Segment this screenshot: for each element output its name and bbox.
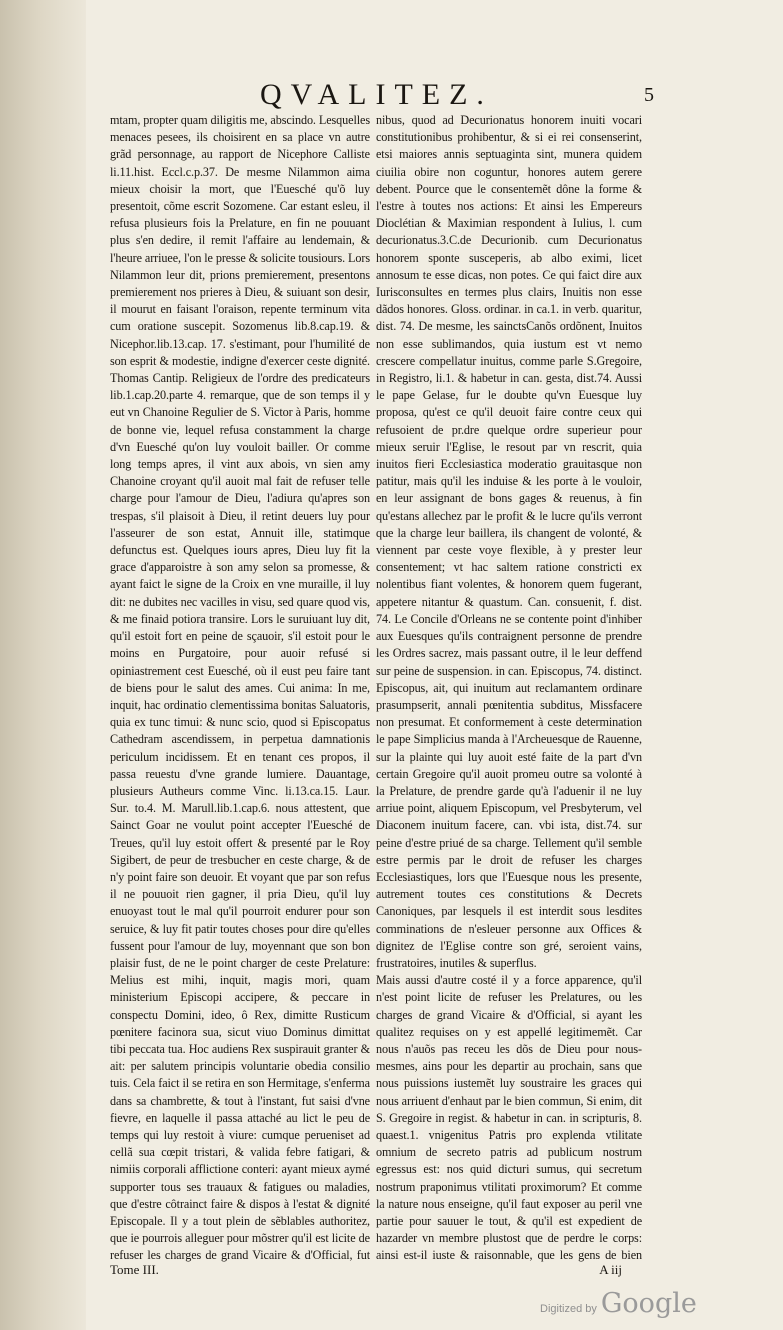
page-footer [110, 1262, 642, 1284]
text-column-right [376, 112, 642, 1262]
paragraph: nibus, quod ad Decurionatus honorem inuiti vocari constitutionibus prohibentur, & si ei rei consenserint, etsi maiores annis septuaginta sint, munera quidem ciuilia obire non coguntur, honores autem gerere debent. Pource que le consentemẽt dône la forme & l'estre à toutes nos actions: Et ainsi les Empereurs Dioclétian & Maximian respondent à Iulius, l. cum decurionatus.3.C.de Decurionib. cum Decurionatus honorem sponte susceperis, ab albo eximi, licet annosum te esse dicas, non potes. Ce qui faict dire aux Iurisconsultes en termes plus clairs, Inuitis non esse dãdos honores. Gloss. ordinar. in ca.1. in verb. quaritur, dist. 74. De mesme, les sainctsCanõs ordõnent, Inuitos non esse sublimandos, quia iustum est vt nemo crescere compellatur inuitus, comme parle S.Gregoire, in Registro, li.1. & habetur in can. gesta, dist.74. Aussi le pape Gelase, fur le doubte qu'vn Euesque luy proposa, qu'est ce qu'il deuoit faire contre ceux qui refusoient de pr.dre quelque ordre superieur pour mieux seruir l'Eglise, le resout par vn rescrit, quia inuitos fieri Ecclesiastica moderatio grauitasque non patitur, mais qu'il les induise & les porte à le vouloir, en leur assignant de bons gages & reuenus, à fin qu'estans allechez par le profit & le lucre qu'ils verront que la charge leur baillera, ils changent de volonté, & viennent par ceste voye flexible, à y prester leur consentement; vt hac saltem ratione constricti ex nolentibus fiant volentes, & honorem quem fugerant, appetere nitantur & quastum. Can. consuenit, f. dist. 74. Le Concile d'Orleans ne se contente point d'inhiber aux Euesques qu'ils contraignent personne de prendre les Ordres sacrez, mais passant outre, il le leur deffend sur peine de suspension. in can. Episcopus, 74. distinct. Episcopus, ait, qui inuitum aut reclamantem ordinare prasumpserit, annali pœnitentia subditus, Missfacere non presumat. Et conformement à ceste determination le pape Simplicius manda à l'Archeuesque de Rauenne, sur la plainte qui luy auoit esté faite de la part d'vn certain Gregoire qu'il auoit promeu outre sa volonté à la Prelature, de prendre garde qu'à l'aduenir il ne luy arriue point, aliquem Episcopum, vel Presbyterum, vel Diaconem inuitum facere, can. vbi ista, dist.74. sur peine d'estre priué de sa charge. Tellement qu'il semble estre permis par le droit de refuser les charges Ecclesiastiques, lors que l'Euesque nous les presente, autrement toutes ces constitutions & Decrets Canoniques, par lesquels il est interdit sous lesdites comminations de n'esleuer personne aux Offices & dignitez de l'Eglise contre son gré, seroient vains, frustratoires, inutiles & superflus. [376, 113, 642, 970]
binding-gutter [0, 0, 86, 1330]
paragraph: Mais aussi d'autre costé il y a force apparence, qu'il n'est point licite de refuser les Prelatures, ou les charges de grand Vicaire & d'Official, si ayant les qualitez requises on y est appellé legitimemẽt. Car nous n'auõs pas receu les dõs de Dieu pour nous-mesmes, ains pour les departir au prochain, sans que nous puissions iustemẽt luy soustraire les graces qui nous arriuent d'enhaut par le bien commun, Si enim, dit S. Gregoire in regist. & habetur in can. in scripturis, 8. quaest.1. vnigenitus Patris pro explenda vtilitate omnium de secreto patris ad publicum nostrum egressus est: nos quid dicturi sumus, qui secretum nostrum praponimus vtilitati proximorum? Et comme la nature nous enseigne, qu'il faut exposer au peril vne partie pour sauuer le tout, & qu'il est expedient de hazarder vn membre plustost que de perdre le corps: ainsi est-il iuste & raisonnable, que les gens de bien [376, 973, 642, 1262]
running-title: QVALITEZ. [260, 78, 493, 111]
signature-mark: A iij [599, 1262, 622, 1277]
paragraph: mtam, propter quam diligitis me, abscindo. Lesquelles menaces pesees, ils choisirent en sa place vn autre grãd personnage, au rapport de Nicephore Calliste li.11.hist. Eccl.c.p.37. De mesme Nilammon aima mieux choisir la mort, que l'Euesché qu'õ luy presentoit, cõme escrit Sozomene. Car estant esleu, il refusa plusieurs fois la Prelature, en fin ne pouuant plus s'en dedire, il remit l'affaire au lendemain, & l'heure arriuee, l'on le presse & solicite tousiours. Lors Nilammon leur dit, prions premierement, presentons premierement nos prieres à Dieu, & suiuant son desir, il mourut en faisant l'oraison, repente terminum vita cum oratione suscepit. Sozomenus lib.8.cap.19. & Nicephor.lib.13.cap. 17. s'estimant, pour l'humilité de son esprit & modestie, indigne d'exercer ceste dignité. Thomas Cantip. Religieux de l'ordre des predicateurs lib.1.cap.20.parte 4. remarque, que de son temps il y eut vn Chanoine Regulier de S. Victor à Paris, homme de bonne vie, lequel refusa constamment la charge d'vn Euesché qu'on luy vouloit bailler. Or comme long temps apres, il vint aux abois, vn sien amy Chanoine croyant qu'il auoit mal fait de refuser telle charge pour l'amour de Dieu, l'adiura qu'apres son trespas, s'il plaisoit à Dieu, il retint deuers luy pour l'asseurer de son estat, Annuit ille, statimque defunctus est. Quelques iours apres, Dieu luy fit la grace d'apparoistre à son amy selon sa promesse, & ayant faict le signe de la Croix en vne muraille, il luy dit: ne dubites nec vacilles in visu, sed quare quod vis, & me finaid potiora transire. Lors le suruiuant luy dit, qu'il estoit fort en peine de sçauoir, s'il estoit pour le moins en Purgatoire, pour auoir refusé si opiniastrement cest Euesché, où il eust peu faire tant de biens pour le salut des ames. Cui anima: In me, inquit, hac ordinatio clementissima bonitas Saluatoris, quia ex tunc timui: & nunc scio, quod si Episcopatus Cathedram ascendissem, in perpetua damnationis periculum incidissem. Et en tenant ces propos, il passa reuestu d'vne grande lumiere. Dauantage, plusieurs Autheurs comme Vinc. li.13.ca.15. Laur. Sur. to.4. M. Marull.lib.1.cap.6. nous attestent, que Sainct Goar ne voulut point accepter l'Euesché de Treues, qu'il luy estoit offert & presenté par le Roy Sigibert, de peur de tresbucher en ceste charge, & de n'y point faire son deuoir. Et voyant que par son refus il ne pouuoit rien gagner, il pria Dieu, qu'il luy enuoyast tout le mal qu'il pourroit endurer pour son seruice, & luy fit patir toutes choses pour dire qu'elles fussent pour l'amour de luy, moyennant que son bon plaisir fust, de ne le point charger de ceste Prelature: Melius est mihi, inquit, magis mori, quam ministerium Episcopi accipere, & peccare in conspectu Domini, ideo, ô Rex, dimitte Rusticum pœnitere facinora sua, sicut viuo Dominus dimittat tibi peccata tua. Hoc audiens Rex suspirauit granter & ait: per salutem principis voluntarie obedia consilio tuis. Cela faict il se retira en son Hermitage, s'enferma dans sa chambrette, & tout à l'instant, fut saisi d'vne fievre, en laquelle il passa attaché au lict le peu de temps qui luy restoit à viure: cumque perueniset ad cellã sua cœpit tristari, & valida febre fatigari, & nimiis corporali afflictione conteri: ayant mieux aymé supporter tous ses trauaux & fatigues ou maladies, que d'estre côtrainct faire & dispos à l'estat & dignité Episcopale. Il y a tout plein de sẽblables authoritez, que ie pourrois alleguer pour mõstrer qu'il est licite de refuser les charges de grand Vicaire & d'Official, fut [110, 113, 370, 1262]
google-watermark [540, 1288, 697, 1328]
google-logo: Google [600, 1288, 697, 1319]
volume-label: Tome III. [110, 1262, 159, 1277]
page-number: 5 [644, 84, 654, 106]
watermark-prefix: Digitized by [540, 1303, 597, 1315]
page-header [110, 78, 654, 112]
text-column-left [110, 112, 370, 1262]
